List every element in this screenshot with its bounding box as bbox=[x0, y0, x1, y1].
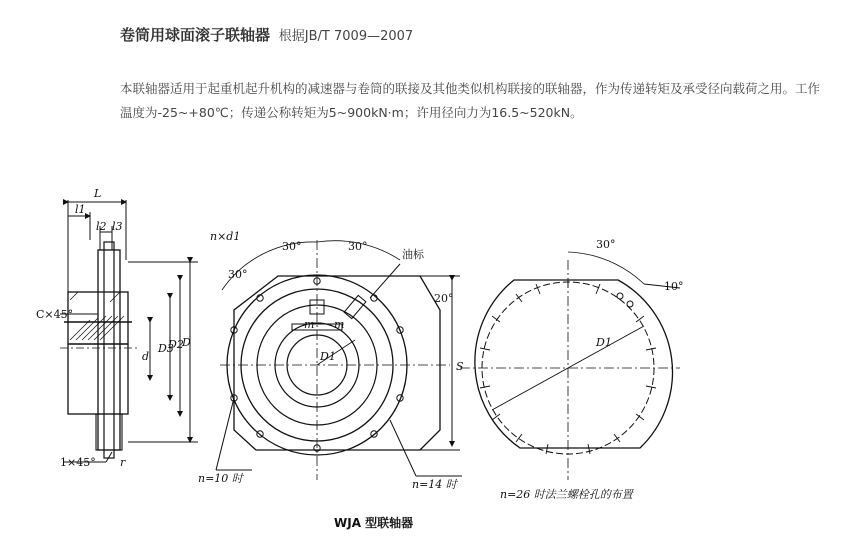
page-title bbox=[120, 25, 413, 47]
drawing-svg bbox=[20, 180, 700, 534]
product-description: 本联轴器适用于起重机起升机构的减速器与卷筒的联接及其他类似机构联接的联轴器，作为传递转矩及承受径向载荷之用。工作温度为-25~+80℃；传递公称转矩为5~900kN·m；许用径向力为16.5~520kN。 bbox=[120, 81, 821, 120]
label-r: r bbox=[120, 456, 126, 469]
label-n14: n=14 时 bbox=[412, 478, 457, 491]
front-view-labels bbox=[198, 230, 464, 491]
label-D3: D3 bbox=[158, 342, 174, 355]
label-angle-30-left: 30° bbox=[228, 268, 248, 281]
label-n10: n=10 时 bbox=[198, 472, 243, 485]
label-angle-30-top-right: 30° bbox=[348, 240, 368, 253]
label-l3: l3 bbox=[112, 220, 123, 233]
front-view bbox=[216, 240, 462, 480]
label-D2: D2 bbox=[168, 338, 184, 351]
flange-view-labels bbox=[500, 238, 684, 501]
label-chamfer-bottom: 1×45° bbox=[60, 456, 96, 469]
label-m-left: m bbox=[304, 318, 315, 331]
label-n-d1: n×d1 bbox=[210, 230, 241, 243]
label-S: S bbox=[456, 360, 464, 373]
label-chamfer-top: C×45° bbox=[36, 308, 74, 321]
label-L: L bbox=[94, 187, 102, 200]
side-view bbox=[60, 200, 198, 462]
standard-reference: 根据JB/T 7009—2007 bbox=[278, 29, 414, 44]
label-l1: l1 bbox=[75, 203, 86, 216]
label-angle-30-top-left: 30° bbox=[282, 240, 302, 253]
label-D: D bbox=[182, 336, 191, 349]
label-l2: l2 bbox=[96, 220, 107, 233]
label-angle-10: 10° bbox=[664, 280, 684, 293]
product-title: 卷筒用球面滚子联轴器 bbox=[120, 26, 271, 44]
label-D1-flange: D1 bbox=[596, 336, 612, 349]
label-D1-front: D1 bbox=[320, 350, 336, 363]
figure-caption: WJA 型联轴器 bbox=[334, 516, 414, 530]
label-oil-mark: 油标 bbox=[402, 248, 424, 261]
flange-view bbox=[460, 252, 680, 480]
label-m-right: m bbox=[334, 318, 345, 331]
label-angle-30-flange: 30° bbox=[596, 238, 616, 251]
label-angle-20: 20° bbox=[434, 292, 454, 305]
label-n26: n=26 时法兰螺栓孔的布置 bbox=[500, 488, 633, 501]
technical-drawing bbox=[20, 180, 700, 534]
label-d: d bbox=[142, 350, 150, 363]
